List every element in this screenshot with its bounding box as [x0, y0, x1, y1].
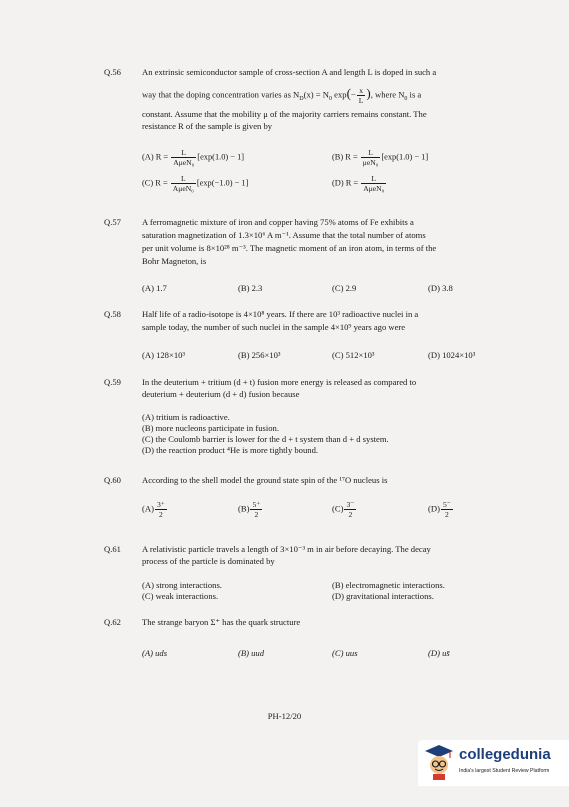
question-number: Q.61 — [104, 544, 121, 554]
option-c: (C) weak interactions. — [142, 591, 219, 601]
question-61 — [104, 543, 519, 607]
question-text-line: The strange baryon Σ⁺ has the quark structure — [142, 617, 301, 627]
option-c: (C) the Coulomb barrier is lower for the d + t system than d + d system. — [142, 434, 389, 444]
question-57 — [104, 216, 519, 300]
brand-name: collegedunia — [459, 746, 551, 763]
option-b: (B) uud — [238, 648, 265, 658]
option-a: (A) 128×10³ — [142, 350, 185, 360]
option-d: (D) us̄ — [428, 648, 450, 658]
option-a: (A) $\frac{3^+}{2}$ — [142, 500, 165, 519]
option-c: (C) $\frac{3^-}{2}$ — [332, 500, 355, 519]
question-text-line: According to the shell model the ground state spin of the ¹⁷O nucleus is — [142, 475, 388, 485]
question-number: Q.58 — [104, 309, 121, 319]
option-b: (B) 256×10³ — [238, 350, 281, 360]
question-text-line: per unit volume is 8×10²⁸ m⁻³. The magnetic moment of an iron atom, in terms of the — [142, 243, 437, 253]
question-number: Q.59 — [104, 377, 121, 387]
option-a: (A) strong interactions. — [142, 580, 222, 590]
question-number: Q.60 — [104, 475, 121, 485]
option-b: (B) electromagnetic interactions. — [332, 580, 445, 590]
question-text-line: A ferromagnetic mixture of iron and copper having 75% atoms of Fe exhibits a — [142, 217, 414, 227]
question-text-line: sample today, the number of such nuclei in the sample 4×10⁹ years ago were — [142, 322, 406, 332]
option-a: (A) tritium is radioactive. — [142, 412, 230, 422]
question-text-line: Bohr Magneton, is — [142, 256, 207, 266]
question-60 — [104, 474, 519, 534]
question-number: Q.57 — [104, 217, 121, 227]
question-58 — [104, 308, 519, 368]
question-59 — [104, 376, 519, 466]
brand-tagline: India's largest Student Review Platform — [459, 768, 550, 774]
option-c: (C) 512×10³ — [332, 350, 375, 360]
collegedunia-watermark — [418, 740, 569, 786]
option-c: (C) R = $\frac{L}{\text{AμeN₀}}$ [exp(−1.0) − 1] — [142, 174, 249, 193]
option-b: (B) $\frac{5^+}{2}$ — [238, 500, 261, 519]
option-c: (C) 2.9 — [332, 283, 357, 293]
question-text-line: An extrinsic semiconductor sample of cross-section A and length L is doped in such a — [142, 67, 437, 77]
exponent-fraction: $\frac{x}{L}$ — [358, 86, 364, 105]
page-code: PH-12/20 — [267, 711, 302, 721]
option-b: (B) more nucleons participate in fusion. — [142, 423, 279, 433]
question-62 — [104, 616, 519, 666]
question-56 — [104, 66, 519, 206]
question-text-line: resistance R of the sample is given by — [142, 121, 273, 131]
question-text-line: process of the particle is dominated by — [142, 556, 275, 566]
question-text-line: saturation magnetization of 1.3×10⁶ A m⁻¹. Assume that the total number of atoms — [142, 230, 426, 240]
option-d: (D) gravitational interactions. — [332, 591, 434, 601]
option-c: (C) uus — [332, 648, 358, 658]
option-b: (B) R = $\frac{L}{\text{μeN₀}}$ [exp(1.0) − 1] — [332, 148, 429, 167]
question-text-line: constant. Assume that the mobility μ of the majority carriers remains constant. The — [142, 109, 427, 119]
question-text-line: deuterium + deuterium (d + d) fusion because — [142, 389, 300, 399]
option-b: (B) 2.3 — [238, 283, 263, 293]
question-text-line: Half life of a radio-isotope is 4×10⁸ years. If there are 10³ radioactive nuclei in a — [142, 309, 419, 319]
option-a: (A) uds — [142, 648, 168, 658]
question-text-line: way that the doping concentration varies as $N_D(x) = N_0$ exp(− $\frac{x}{L}$ ), where $N_0$ is a — [142, 85, 422, 105]
option-d: (D) the reaction product ⁴He is more tightly bound. — [142, 445, 319, 455]
question-text-line: A relativistic particle travels a length of 3×10⁻³ m in air before decaying. The decay — [142, 544, 431, 554]
question-number: Q.62 — [104, 617, 121, 627]
option-a: (A) 1.7 — [142, 283, 167, 293]
option-d: (D) 3.8 — [428, 283, 453, 293]
option-d: (D) $\frac{5^-}{2}$ — [428, 500, 451, 519]
question-text-line: In the deuterium + tritium (d + t) fusion more energy is released as compared to — [142, 377, 417, 387]
option-d: (D) 1024×10³ — [428, 350, 476, 360]
mascot-icon — [424, 743, 454, 781]
option-d: (D) R = $\frac{L}{\text{AμeN₀}}$ — [332, 174, 385, 193]
option-a: (A) R = $\frac{L}{\text{AμeN₀}}$ [exp(1.0) − 1] — [142, 148, 245, 167]
question-number: Q.56 — [104, 67, 121, 77]
